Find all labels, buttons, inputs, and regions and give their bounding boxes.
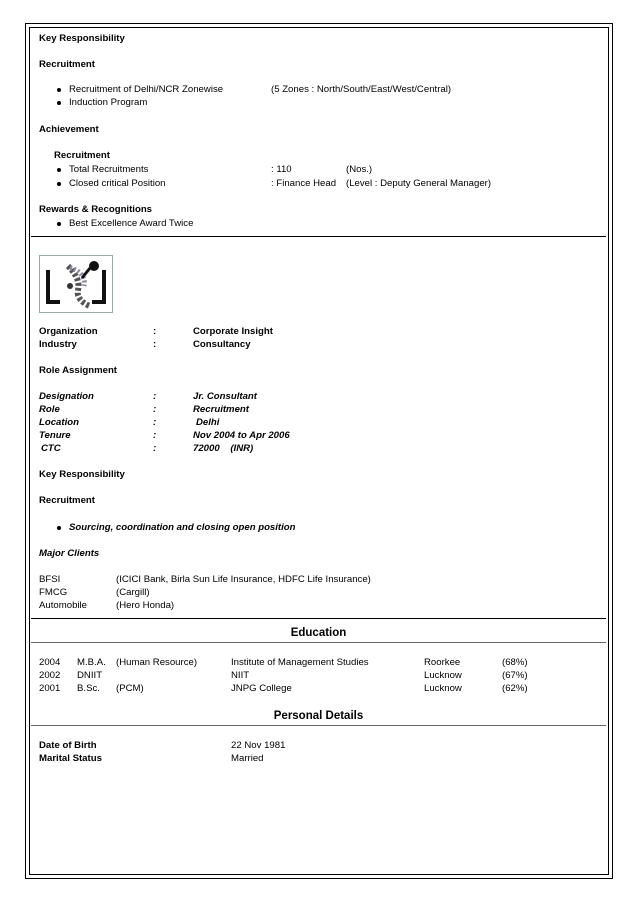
edu-year: 2004	[39, 657, 61, 668]
personal-value: 22 Nov 1981	[231, 740, 286, 751]
edu-year: 2002	[39, 670, 61, 681]
role-row-value: 72000 (INR)	[193, 443, 254, 454]
page-border	[29, 27, 609, 875]
edu-institute: JNPG College	[231, 683, 292, 694]
bullet	[57, 526, 61, 530]
industry-label: Industry	[39, 339, 77, 350]
role-row-sep: :	[153, 391, 157, 402]
key-responsibility-heading: Key Responsibility	[39, 33, 125, 44]
role-row-sep: :	[153, 404, 157, 415]
role-row-sep: :	[153, 430, 157, 441]
list-item-extra: (Nos.)	[346, 164, 373, 175]
bullet	[57, 168, 61, 172]
organization-label: Organization	[39, 326, 98, 337]
list-item: Sourcing, coordination and closing open position	[69, 522, 296, 533]
role-row-label: CTC	[41, 443, 61, 454]
edu-degree: M.B.A.	[77, 657, 106, 668]
list-item: Recruitment of Delhi/NCR Zonewise	[69, 84, 224, 95]
role-row-label: Location	[39, 417, 79, 428]
role-row-label: Tenure	[39, 430, 71, 441]
achievement-recruitment-heading: Recruitment	[54, 150, 110, 161]
list-item-note: (5 Zones : North/South/East/West/Central)	[271, 84, 452, 95]
personal-label: Date of Birth	[39, 740, 97, 751]
role-row-value: Nov 2004 to Apr 2006	[193, 430, 290, 441]
personal-label: Marital Status	[39, 753, 102, 764]
edu-institute: NIIT	[231, 670, 250, 681]
personal-details-title: Personal Details	[273, 710, 364, 722]
client-sector: Automobile	[39, 600, 87, 611]
edu-institute: Institute of Management Studies	[231, 657, 369, 668]
role-row-value: Delhi	[196, 417, 220, 428]
list-item-extra: (Level : Deputy General Manager)	[346, 178, 492, 189]
organization-sep: :	[153, 326, 157, 337]
client-names: (Hero Honda)	[116, 600, 175, 611]
list-item: Best Excellence Award Twice	[69, 218, 194, 229]
divider	[31, 618, 606, 619]
edu-field: (PCM)	[116, 683, 144, 694]
role-row-label: Role	[39, 404, 60, 415]
list-item: Induction Program	[69, 97, 148, 108]
divider	[31, 236, 606, 237]
client-sector: FMCG	[39, 587, 68, 598]
rewards-heading: Rewards & Recognitions	[39, 204, 153, 215]
recruitment-heading: Recruitment	[39, 495, 95, 506]
client-names: (Cargill)	[116, 587, 150, 598]
key-responsibility-heading: Key Responsibility	[39, 469, 125, 480]
role-assignment-heading: Role Assignment	[39, 365, 118, 376]
major-clients-heading: Major Clients	[39, 548, 100, 559]
education-title: Education	[290, 627, 347, 639]
edu-pct: (68%)	[502, 657, 528, 668]
edu-city: Lucknow	[424, 683, 462, 694]
role-row-value: Recruitment	[193, 404, 249, 415]
industry-value: Consultancy	[193, 339, 251, 350]
divider	[31, 642, 606, 643]
industry-sep: :	[153, 339, 157, 350]
edu-year: 2001	[39, 683, 61, 694]
corporate-insight-logo-icon	[40, 256, 112, 312]
edu-pct: (67%)	[502, 670, 528, 681]
achievement-heading: Achievement	[39, 124, 99, 135]
recruitment-heading: Recruitment	[39, 59, 95, 70]
list-item: Total Recruitments	[69, 164, 149, 175]
edu-degree: B.Sc.	[77, 683, 100, 694]
bullet	[57, 101, 61, 105]
bullet	[57, 88, 61, 92]
edu-degree: DNIIT	[77, 670, 103, 681]
client-sector: BFSI	[39, 574, 61, 585]
bullet	[57, 222, 61, 226]
personal-value: Married	[231, 753, 264, 764]
role-row-sep: :	[153, 417, 157, 428]
client-names: (ICICI Bank, Birla Sun Life Insurance, HDFC Life Insurance)	[116, 574, 371, 585]
list-item: Closed critical Position	[69, 178, 166, 189]
edu-field: (Human Resource)	[116, 657, 198, 668]
bullet	[57, 182, 61, 186]
list-item-value: : Finance Head	[271, 178, 337, 189]
role-row-label: Designation	[39, 391, 94, 402]
organization-value: Corporate Insight	[193, 326, 273, 337]
edu-pct: (62%)	[502, 683, 528, 694]
company-logo	[39, 255, 113, 313]
divider	[31, 725, 606, 726]
edu-city: Roorkee	[424, 657, 461, 668]
edu-city: Lucknow	[424, 670, 462, 681]
list-item-value: : 110	[271, 164, 292, 175]
role-row-value: Jr. Consultant	[193, 391, 257, 402]
role-row-sep: :	[153, 443, 157, 454]
